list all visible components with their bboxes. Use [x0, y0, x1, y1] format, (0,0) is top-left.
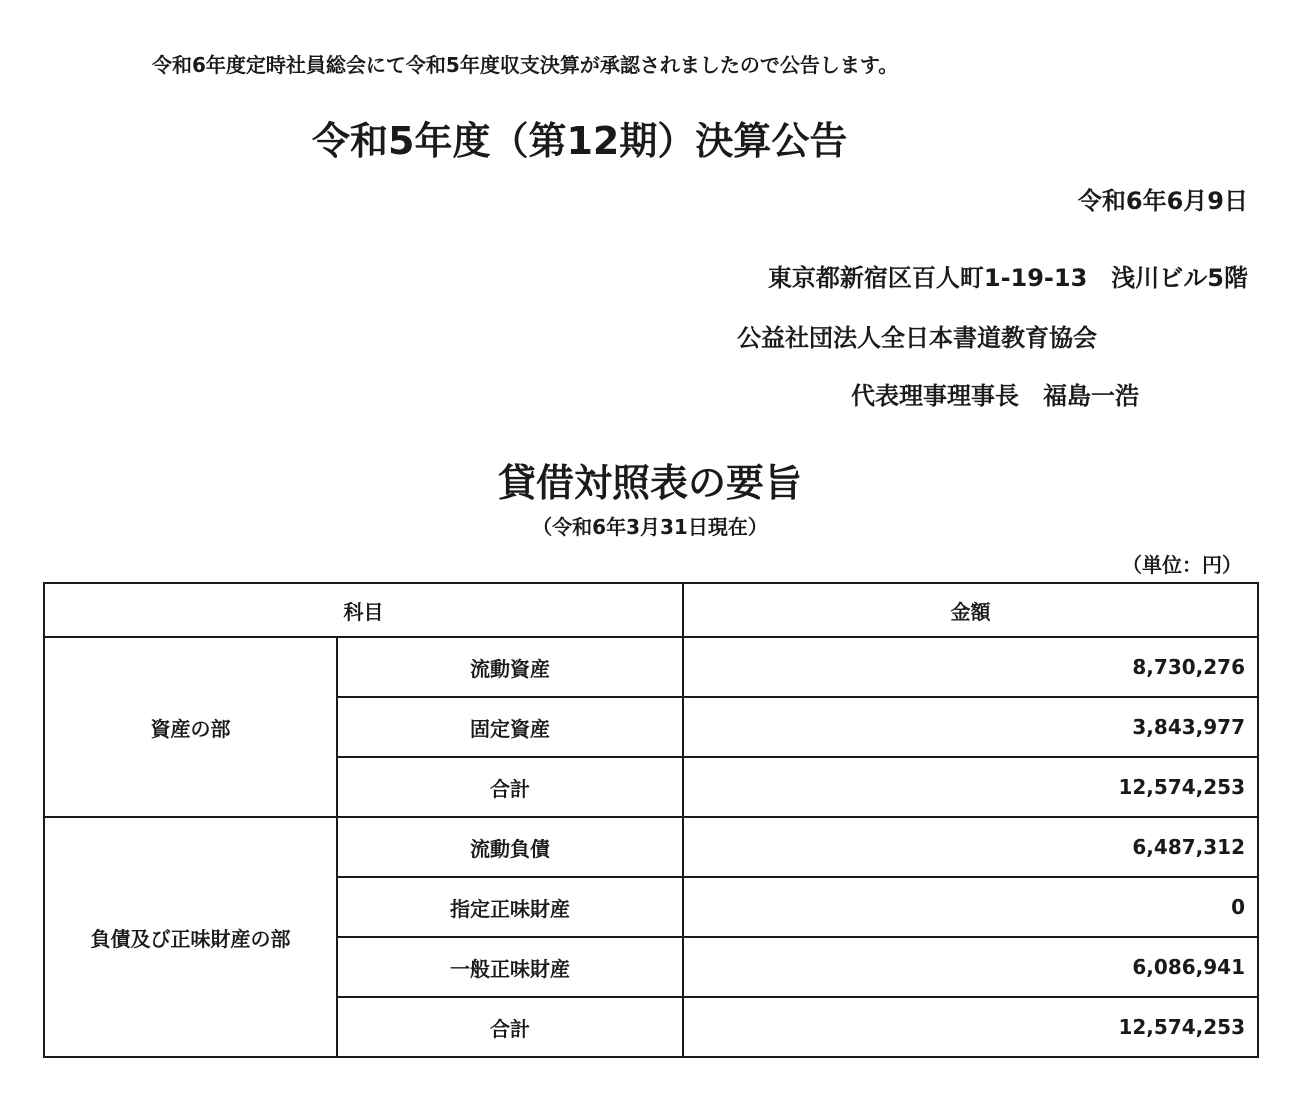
header-item: 科目 [44, 583, 683, 637]
table-header-row [44, 583, 1258, 637]
balance-sheet-table [43, 582, 1259, 1058]
organization-address: 東京都新宿区百人町1-19-13 浅川ビル5階 [767, 264, 1248, 292]
table-row [44, 817, 1258, 877]
unit-label: （単位：円） [1122, 553, 1242, 577]
row-label: 合計 [337, 757, 683, 817]
section-assets: 資産の部 [44, 637, 337, 817]
row-amount: 6,487,312 [683, 817, 1258, 877]
row-label: 固定資産 [337, 697, 683, 757]
row-label: 流動負債 [337, 817, 683, 877]
row-amount: 6,086,941 [683, 937, 1258, 997]
section-liabilities: 負債及び正味財産の部 [44, 817, 337, 1057]
row-amount: 12,574,253 [683, 997, 1258, 1057]
row-label: 流動資産 [337, 637, 683, 697]
table-row [44, 637, 1258, 697]
approval-notice: 令和6年度定時社員総会にて令和5年度収支決算が承認されましたので公告します。 [152, 53, 899, 77]
row-amount: 3,843,977 [683, 697, 1258, 757]
row-label: 合計 [337, 997, 683, 1057]
row-amount: 0 [683, 877, 1258, 937]
row-amount: 12,574,253 [683, 757, 1258, 817]
header-amount: 金額 [683, 583, 1258, 637]
announcement-date: 令和6年6月9日 [1077, 187, 1248, 215]
representative-name: 代表理事理事長 福島一浩 [851, 382, 1139, 410]
row-label: 指定正味財産 [337, 877, 683, 937]
row-amount: 8,730,276 [683, 637, 1258, 697]
balance-sheet-title: 貸借対照表の要旨 [497, 461, 802, 505]
row-label: 一般正味財産 [337, 937, 683, 997]
page-title: 令和5年度（第12期）決算公告 [312, 119, 848, 163]
organization-name: 公益社団法人全日本書道教育協会 [737, 324, 1097, 352]
balance-sheet-date: （令和6年3月31日現在） [532, 515, 768, 539]
